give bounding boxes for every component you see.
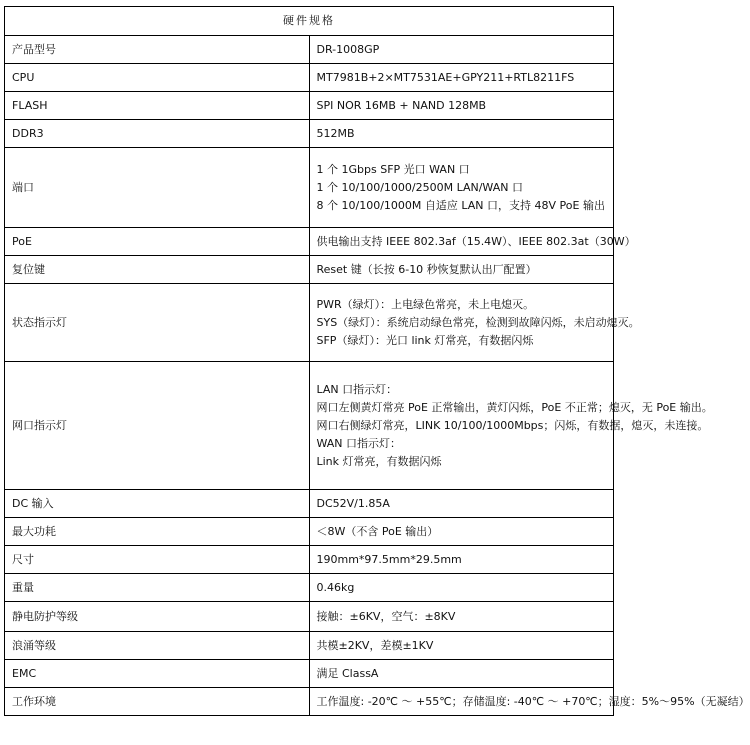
value-line: Reset 键（长按 6-10 秒恢复默认出厂配置） <box>316 262 537 276</box>
value-line: SFP（绿灯）：光口 link 灯常亮，有数据闪烁 <box>316 333 534 347</box>
table-row <box>5 490 614 518</box>
row-value <box>309 148 614 228</box>
table-row <box>5 546 614 574</box>
table-row <box>5 228 614 256</box>
row-label: 工作环境 <box>5 688 310 716</box>
table-row <box>5 688 614 716</box>
value-line: 1 个 1Gbps SFP 光口 WAN 口 <box>316 162 470 176</box>
value-line: 供电输出支持 IEEE 802.3af（15.4W）、IEEE 802.3at（30W） <box>316 234 636 248</box>
row-label: DDR3 <box>5 120 310 148</box>
value-line: 网口左侧黄灯常亮 PoE 正常输出，黄灯闪烁，PoE 不正常；熄灭，无 PoE 输出。 <box>316 400 713 414</box>
row-value <box>309 602 614 632</box>
row-label: CPU <box>5 64 310 92</box>
table-row <box>5 362 614 490</box>
row-label: 产品型号 <box>5 36 310 64</box>
value-line: 0.46kg <box>316 580 355 594</box>
row-value <box>309 660 614 688</box>
row-value <box>309 92 614 120</box>
value-line: SPI NOR 16MB + NAND 128MB <box>316 98 487 112</box>
hardware-spec-table <box>4 6 750 716</box>
row-value <box>309 228 636 256</box>
row-value <box>309 120 614 148</box>
row-value <box>309 256 614 284</box>
value-line: ＜8W（不含 PoE 输出） <box>316 524 439 538</box>
table-row <box>5 92 614 120</box>
value-line: 共模±2KV，差模±1KV <box>316 638 434 652</box>
table-row <box>5 632 614 660</box>
table-row <box>5 148 614 228</box>
row-label: FLASH <box>5 92 310 120</box>
table-row <box>5 64 614 92</box>
row-label: 网口指示灯 <box>5 362 310 490</box>
table-title: 硬件规格 <box>5 7 614 36</box>
row-value <box>309 688 750 716</box>
table-row <box>5 284 614 362</box>
row-label: 重量 <box>5 574 310 602</box>
value-line: 1 个 10/100/1000/2500M LAN/WAN 口 <box>316 180 523 194</box>
row-label: EMC <box>5 660 310 688</box>
value-line: DC52V/1.85A <box>316 496 390 510</box>
row-label: 浪涌等级 <box>5 632 310 660</box>
table-body <box>5 36 750 716</box>
row-label: 尺寸 <box>5 546 310 574</box>
table-row <box>5 36 614 64</box>
table-row <box>5 518 614 546</box>
table-row <box>5 602 614 632</box>
value-line: WAN 口指示灯： <box>316 436 402 450</box>
row-value <box>309 518 614 546</box>
value-line: 网口右侧绿灯常亮，LINK 10/100/1000Mbps；闪烁，有数据，熄灭，未连接。 <box>316 418 709 432</box>
value-line: Link 灯常亮，有数据闪烁 <box>316 454 442 468</box>
table-title-row <box>5 7 614 36</box>
row-label: PoE <box>5 228 310 256</box>
row-label: 静电防护等级 <box>5 602 310 632</box>
row-label: 最大功耗 <box>5 518 310 546</box>
row-label: DC 输入 <box>5 490 310 518</box>
value-line: 190mm*97.5mm*29.5mm <box>316 552 462 566</box>
row-label: 复位键 <box>5 256 310 284</box>
table-row <box>5 120 614 148</box>
value-line: 工作温度: -20℃ ～ +55℃；存储温度: -40℃ ～ +70℃；湿度：5%～95%（无凝结） <box>316 694 750 708</box>
table-row <box>5 574 614 602</box>
row-value <box>309 36 614 64</box>
row-value <box>309 490 614 518</box>
row-value <box>309 546 614 574</box>
value-line: MT7981B+2×MT7531AE+GPY211+RTL8211FS <box>316 70 575 84</box>
table-row <box>5 660 614 688</box>
value-line: DR-1008GP <box>316 42 380 56</box>
row-label: 端口 <box>5 148 310 228</box>
value-line: LAN 口指示灯： <box>316 382 398 396</box>
table-row <box>5 256 614 284</box>
row-label: 状态指示灯 <box>5 284 310 362</box>
value-line: SYS（绿灯）：系统启动绿色常亮，检测到故障闪烁，未启动熄灭。 <box>316 315 640 329</box>
value-line: 接触：±6KV，空气：±8KV <box>316 609 456 623</box>
value-line: 满足 ClassA <box>316 666 379 680</box>
row-value <box>309 362 713 490</box>
row-value <box>309 284 640 362</box>
row-value <box>309 64 614 92</box>
value-line: 8 个 10/100/1000M 自适应 LAN 口，支持 48V PoE 输出 <box>316 198 605 212</box>
value-line: 512MB <box>316 126 355 140</box>
row-value <box>309 632 614 660</box>
value-line: PWR（绿灯）：上电绿色常亮，未上电熄灭。 <box>316 297 535 311</box>
row-value <box>309 574 614 602</box>
